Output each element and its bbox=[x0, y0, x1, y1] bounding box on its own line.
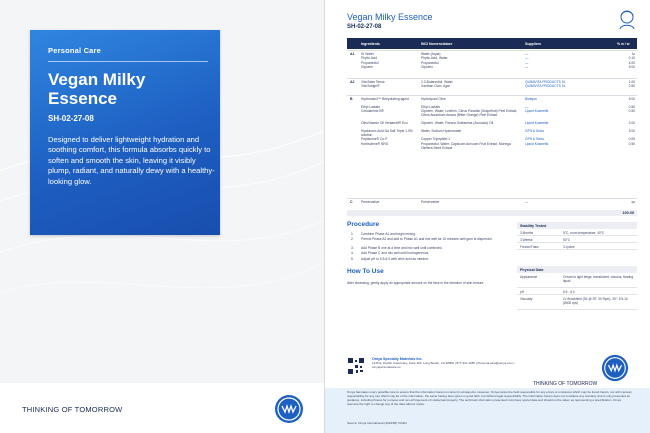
supplier-cell: QUIMIVITA PRODUCTS SL bbox=[525, 80, 566, 84]
product-title-line1: Vegan Milky bbox=[48, 70, 146, 89]
percent-cell: 0.50 bbox=[628, 109, 635, 114]
formula-code: SH-02-27-08 bbox=[347, 24, 382, 30]
header-ingredients: Ingredients bbox=[361, 41, 380, 46]
product-title bbox=[48, 70, 206, 108]
formula-row bbox=[347, 129, 637, 137]
inci-cell: Hydrolyzed Okra bbox=[421, 97, 446, 101]
procedure-list bbox=[347, 232, 497, 262]
inci-cell: 2,3-Butanediol, Water bbox=[421, 80, 453, 84]
formula-row bbox=[347, 65, 637, 69]
phase-divider bbox=[347, 95, 637, 96]
formula-row bbox=[347, 142, 637, 154]
data-row bbox=[517, 288, 637, 295]
physical-heading: Physical Data bbox=[517, 266, 637, 273]
data-row bbox=[517, 229, 637, 236]
step-text: Add Phase C and mix well until homogeneous. bbox=[361, 251, 430, 256]
supplier-cell: GFN & Selco bbox=[525, 137, 545, 142]
formula-title: Vegan Milky Essence bbox=[347, 12, 433, 22]
inci-cell: Water, Sodium Hyaluronate bbox=[421, 129, 462, 134]
tagline-left: THINKING OF TOMORROW bbox=[22, 405, 123, 414]
howto-text: After cleansing, gently apply an appropriate amount on the face in the direction of skin texture. bbox=[347, 281, 485, 285]
disclaimer-text: Omya has taken every possible care to ensure that the information herein is correct in all aspects. However, Omya cannot be held responsible for any errors or omissions which may be found herein, nor will it accept responsibility for any use which may be of the information, the same having been given in good faith, but without legal responsibility. The information herein does not constitute any warranty and is only presented as guidance, including fitness for purpose and non-infringement of intellectual property. The technical information presented comprises typical data and should not be taken as representing a specification. Omya reserves the right to change any of the data without notice. bbox=[347, 390, 632, 406]
row-value: Cream to light beige, translucent, viscous, flowing liquid bbox=[563, 274, 633, 283]
row-value: LV Brookfield (S4 @ RT, 30 Rpm), 30'': 5.5-10 (8000 cps) bbox=[563, 296, 628, 305]
supplier-cell: — bbox=[525, 52, 529, 56]
inci-cell: Ethyl Lactate bbox=[421, 105, 441, 109]
source-note: Source: Omya International (2024/05) V0.EN bbox=[347, 421, 407, 425]
ingredient-cell: DI Water bbox=[361, 52, 374, 56]
product-title-line2: Essence bbox=[48, 89, 117, 108]
step-number: 4. bbox=[351, 251, 354, 256]
inci-cell: Xanthan Gum, Agar bbox=[421, 84, 450, 89]
stability-heading: Stability Tested bbox=[517, 222, 637, 229]
inci-cell: Phytic Acid, Water bbox=[421, 56, 448, 61]
formula-row bbox=[347, 109, 637, 121]
ingredient-cell: Hortisolene® NRG bbox=[361, 141, 389, 146]
percent-cell: 0.50 bbox=[628, 141, 635, 146]
step-number: 2. bbox=[351, 237, 354, 242]
percent-cell: 4.00 bbox=[628, 60, 635, 65]
step-text: Adjust pH to 5.5-6.0 with citric acid as needed. bbox=[361, 256, 429, 261]
row-key: 3 Months bbox=[520, 230, 534, 235]
card-divider bbox=[48, 61, 208, 62]
product-description: Designed to deliver lightweight hydration and soothing comfort, this formula absorbs quickly to soften and smooth the skin, leaving it visibly plump, radiant, and naturally dewy with a healthy-looking glow. bbox=[48, 135, 215, 186]
ingredient-cell: Vita Balm Tense bbox=[361, 80, 385, 84]
percent-cell: 5.00 bbox=[628, 97, 635, 101]
tagline-right: THINKING OF TOMORROW bbox=[533, 381, 598, 387]
header-inci: INCI Nomenclature bbox=[421, 41, 453, 46]
percent-cell: 0.50 bbox=[628, 84, 635, 89]
howto-heading: How To Use bbox=[347, 268, 384, 275]
phase-label: B bbox=[350, 97, 353, 101]
row-value: 5°C, room temperature, 40°C bbox=[563, 230, 605, 235]
data-row bbox=[517, 273, 637, 288]
procedure-heading: Procedure bbox=[347, 221, 380, 228]
product-code: SH-02-27-08 bbox=[48, 114, 94, 123]
formula-row bbox=[347, 200, 637, 204]
row-key: pH bbox=[520, 289, 525, 294]
supplier-cell: — bbox=[525, 56, 529, 61]
percent-cell: qs bbox=[631, 200, 635, 204]
phase-divider bbox=[347, 50, 637, 51]
step-number: 3. bbox=[351, 246, 354, 251]
percent-cell: 0.05 bbox=[628, 137, 635, 142]
ingredient-cell: Hyaluronic Acid Na Salt Triple 1.5% solution bbox=[361, 129, 413, 138]
formula-row bbox=[347, 121, 637, 129]
supplier-cell: Lipoid Kosmetik bbox=[525, 109, 549, 114]
omya-logo-icon bbox=[601, 354, 629, 382]
inci-cell: Glycerin, Water, Persea Gratissima (Avocado) Oil bbox=[421, 121, 494, 126]
procedure-step bbox=[347, 257, 497, 262]
ingredient-cell: Peptisome® Cu-P bbox=[361, 137, 388, 142]
percent-cell: 3.00 bbox=[628, 129, 635, 134]
company-name: Omya Specialty Materials Inc. bbox=[372, 357, 423, 361]
supplier-cell: — bbox=[525, 105, 529, 109]
ingredient-cell: Hydromanil™ Rehydrating agent bbox=[361, 97, 409, 101]
total-value: 100.00 bbox=[622, 210, 634, 215]
supplier-cell: GFN & Selco bbox=[525, 129, 545, 134]
formula-row bbox=[347, 97, 637, 105]
total-row bbox=[347, 210, 637, 216]
ingredient-cell: Phytic Acid bbox=[361, 56, 378, 61]
qr-code-icon bbox=[347, 357, 365, 375]
physical-rows bbox=[517, 273, 637, 310]
row-value: 3 cycles bbox=[563, 244, 575, 249]
phase-divider bbox=[347, 78, 637, 79]
row-value: 5.5 - 6.0 bbox=[563, 289, 575, 294]
face-icon bbox=[617, 8, 637, 30]
row-key: Appearance bbox=[520, 274, 538, 279]
ingredient-cell: Cetiolamine B® bbox=[361, 109, 384, 114]
supplier-cell: — bbox=[525, 65, 529, 70]
phase-label: A1 bbox=[350, 52, 355, 56]
step-number: 5. bbox=[351, 256, 354, 261]
row-value: 50°C bbox=[563, 237, 571, 242]
supplier-cell: — bbox=[525, 200, 529, 204]
physical-table bbox=[517, 266, 637, 310]
inci-cell: Propanediol bbox=[421, 60, 439, 65]
category-label: Personal Care bbox=[48, 46, 102, 55]
ingredient-cell: Ethyl Lactate bbox=[361, 105, 381, 109]
step-text: Premix Phase A2 and add to Phase A1 and mix well for 10 minutes until gum is dispersed. bbox=[361, 237, 493, 242]
formula-table-header bbox=[347, 38, 637, 49]
supplier-cell: Lipoid Kosmetik bbox=[525, 121, 549, 126]
percent-cell: 0.10 bbox=[628, 56, 635, 61]
supplier-cell: Lipoid Kosmetik bbox=[525, 141, 549, 146]
phase-label: A2 bbox=[350, 80, 355, 84]
ingredient-cell: Glycerin bbox=[361, 65, 374, 70]
phase-divider bbox=[347, 198, 637, 199]
inci-cell: Glycerin bbox=[421, 65, 434, 70]
inci-cell: Propanediol, Water, Capsicum Annuum Fruit Extract, Moringa Oleifera Seed Extract bbox=[421, 141, 511, 150]
row-key: Viscosity bbox=[520, 296, 533, 301]
company-address: 1215 E. Pacific Coast Hwy, Suite 400, Long Beach, CA 90806 | 877-311-1286 | Personal.care@omya.com | omyapersonalcare.us bbox=[372, 361, 515, 369]
ingredient-cell: Vita Bridge® bbox=[361, 84, 380, 89]
inci-cell: Copper Tripeptide-1 bbox=[421, 137, 451, 142]
percent-cell: to bbox=[632, 52, 635, 56]
header-suppliers: Suppliers bbox=[525, 41, 541, 46]
data-row bbox=[517, 243, 637, 250]
supplier-cell: QUIMIVITA PRODUCTS SL bbox=[525, 84, 566, 89]
percent-cell: 1.00 bbox=[628, 80, 635, 84]
phase-label: C bbox=[350, 200, 353, 204]
supplier-cell: Biotique bbox=[525, 97, 537, 101]
omya-logo-icon bbox=[274, 394, 304, 424]
product-card bbox=[30, 30, 220, 235]
right-page bbox=[325, 0, 650, 433]
header-pct: % w / w bbox=[617, 41, 630, 46]
percent-cell: 2.00 bbox=[628, 121, 635, 126]
data-row bbox=[517, 295, 637, 310]
inci-cell: Water (Aqua) bbox=[421, 52, 441, 56]
percent-cell: 0.50 bbox=[628, 105, 635, 109]
step-number: 1. bbox=[351, 232, 354, 236]
row-key: Freeze/Thaw bbox=[520, 244, 539, 249]
formula-row bbox=[347, 84, 637, 88]
inci-cell: Glycerin, Water, Lecithin, Citrus Paradisi (Grapefruit) Peel Extract, Citrus Aurantium Amara (Bitter Orange) Peel Extract bbox=[421, 109, 518, 118]
stability-rows bbox=[517, 229, 637, 250]
row-key: 3 Weeks bbox=[520, 237, 533, 242]
ingredient-cell: OleoVitamin Oil Verbandit® Eco bbox=[361, 121, 408, 126]
ingredient-cell: Propanediol bbox=[361, 60, 379, 65]
inci-cell: Preservative bbox=[421, 200, 440, 204]
percent-cell: 5.00 bbox=[628, 65, 635, 70]
step-text: Combine Phase A1 and begin mixing. bbox=[361, 232, 416, 236]
supplier-cell: — bbox=[525, 60, 529, 65]
step-text: Add Phase B one at a time and mix well until combined. bbox=[361, 246, 443, 251]
ingredient-cell: Preservative bbox=[361, 200, 380, 204]
data-row bbox=[517, 236, 637, 243]
stability-table bbox=[517, 222, 637, 250]
procedure-step bbox=[347, 237, 497, 246]
